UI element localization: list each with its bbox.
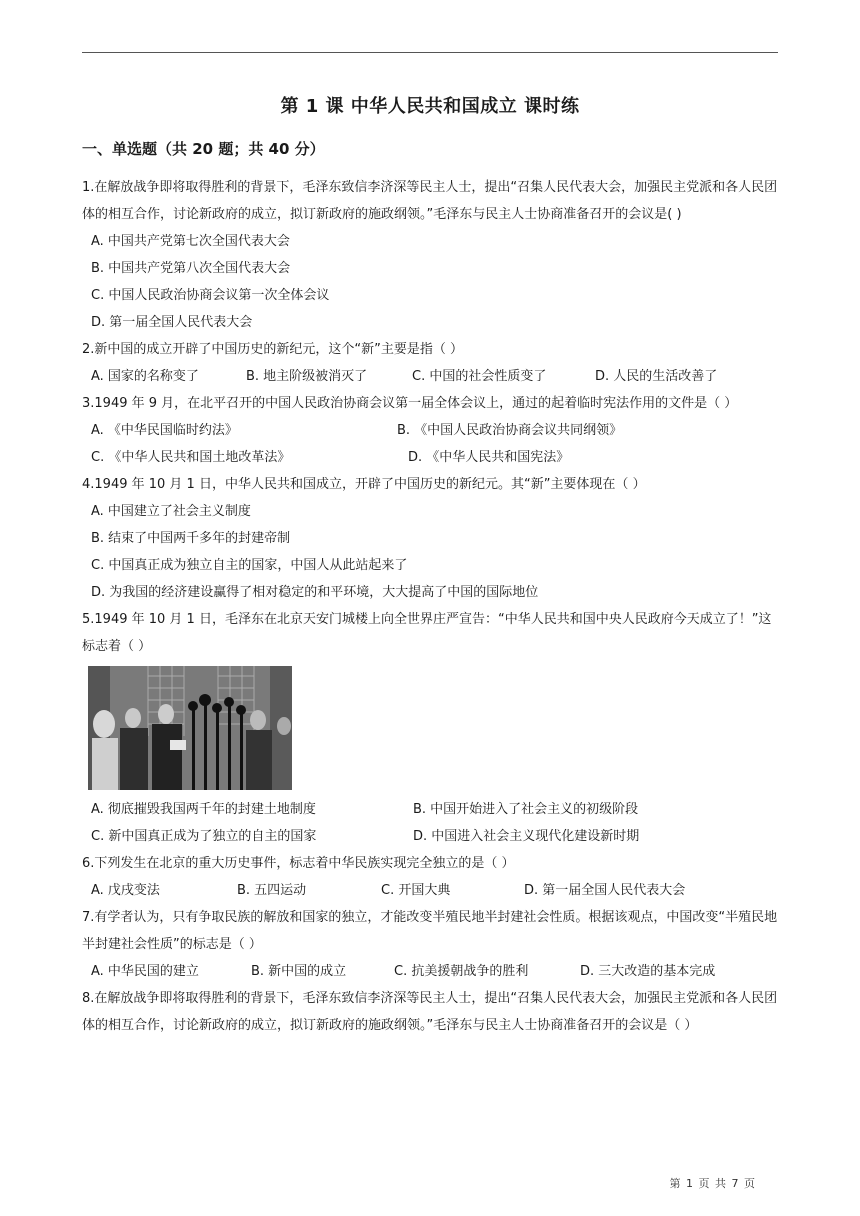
options-row [82,796,782,823]
option-b: B. 中国共产党第八次全国代表大会 [91,261,291,276]
option-b: B. 五四运动 [237,883,307,898]
question-stem: 4.1949 年 10 月 1 日，中华人民共和国成立，开辟了中国历史的新纪元。其“新”主要体现在（ ） [82,477,646,492]
page-title: 第 1 课 中华人民共和国成立 课时练 [280,96,580,117]
option-a: A. 彻底摧毁我国两千年的封建土地制度 [91,802,316,817]
option-d: D. 第一届全国人民代表大会 [524,883,686,898]
question-7 [82,904,782,985]
option-d: D. 第一届全国人民代表大会 [91,315,253,330]
option-d: D. 三大改造的基本完成 [580,964,716,979]
option-d: D. 中国进入社会主义现代化建设新时期 [413,829,640,844]
option-c: C. 开国大典 [381,883,451,898]
option-b: B. 中国开始进入了社会主义的初级阶段 [413,802,639,817]
option-c: C. 《中华人民共和国土地改革法》 [91,450,291,465]
question-4 [82,471,782,606]
options-row [82,823,782,850]
question-1 [82,174,782,336]
question-8 [82,985,782,1039]
question-stem: 2.新中国的成立开辟了中国历史的新纪元，这个“新”主要是指（ ） [82,342,464,357]
option-b: B. 新中国的成立 [251,964,347,979]
question-list [82,174,782,1039]
question-6 [82,850,782,904]
option-a: A. 中国共产党第七次全国代表大会 [91,234,290,249]
question-stem: 3.1949 年 9 月，在北平召开的中国人民政治协商会议第一届全体会议上，通过的起着临时宪法作用的文件是（ ） [82,396,738,411]
option-d: D. 人民的生活改善了 [595,369,718,384]
option-b: B. 地主阶级被消灭了 [246,369,368,384]
option-a: A. 中国建立了社会主义制度 [91,504,251,519]
question-3 [82,390,782,471]
option-d: D. 为我国的经济建设赢得了相对稳定的和平环境，大大提高了中国的国际地位 [91,585,539,600]
options-row [82,877,782,904]
question-stem: 6.下列发生在北京的重大历史事件，标志着中华民族实现完全独立的是（ ） [82,856,515,871]
question-5 [82,606,782,850]
page-number: 第 1 页 共 7 页 [669,1177,756,1190]
option-a: A. 《中华民国临时约法》 [91,423,238,438]
option-a: A. 戊戌变法 [91,883,160,898]
question-stem: 1.在解放战争即将取得胜利的背景下，毛泽东致信李济深等民主人士，提出“召集人民代表大会，加强民主党派和各人民团体的相互合作，讨论新政府的成立，拟订新政府的施政纲领。”毛泽东与民主人士协商准备召开的会议是( ) [82,180,778,222]
question-2 [82,336,782,390]
option-a: A. 中华民国的建立 [91,964,199,979]
question-stem: 7.有学者认为，只有争取民族的解放和国家的独立，才能改变半殖民地半封建社会性质。根据该观点，中国改变“半殖民地半封建社会性质”的标志是（ ） [82,910,778,952]
options-row [82,958,782,985]
founding-ceremony-photo [88,666,292,790]
option-c: C. 中国的社会性质变了 [412,369,547,384]
section-heading: 一、单选题（共 20 题；共 40 分） [82,140,325,158]
option-b: B. 结束了中国两千多年的封建帝制 [91,531,291,546]
option-a: A. 国家的名称变了 [91,369,199,384]
options-row [82,444,782,471]
options-row [82,417,782,444]
options-row [82,363,782,390]
photo-illustration [88,666,292,790]
option-d: D. 《中华人民共和国宪法》 [408,450,570,465]
option-c: C. 中国真正成为独立自主的国家，中国人从此站起来了 [91,558,408,573]
question-stem: 8.在解放战争即将取得胜利的背景下，毛泽东致信李济深等民主人士，提出“召集人民代表大会，加强民主党派和各人民团体的相互合作，讨论新政府的成立，拟订新政府的施政纲领。”毛泽东与民主人士协商准备召开的会议是（ ） [82,991,778,1033]
option-c: C. 新中国真正成为了独立的自主的国家 [91,829,317,844]
option-c: C. 中国人民政治协商会议第一次全体会议 [91,288,330,303]
option-c: C. 抗美援朝战争的胜利 [394,964,529,979]
header-rule [82,52,778,53]
question-stem: 5.1949 年 10 月 1 日，毛泽东在北京天安门城楼上向全世界庄严宣告：“中华人民共和国中央人民政府今天成立了！”这标志着（ ） [82,612,772,654]
option-b: B. 《中国人民政治协商会议共同纲领》 [397,423,623,438]
